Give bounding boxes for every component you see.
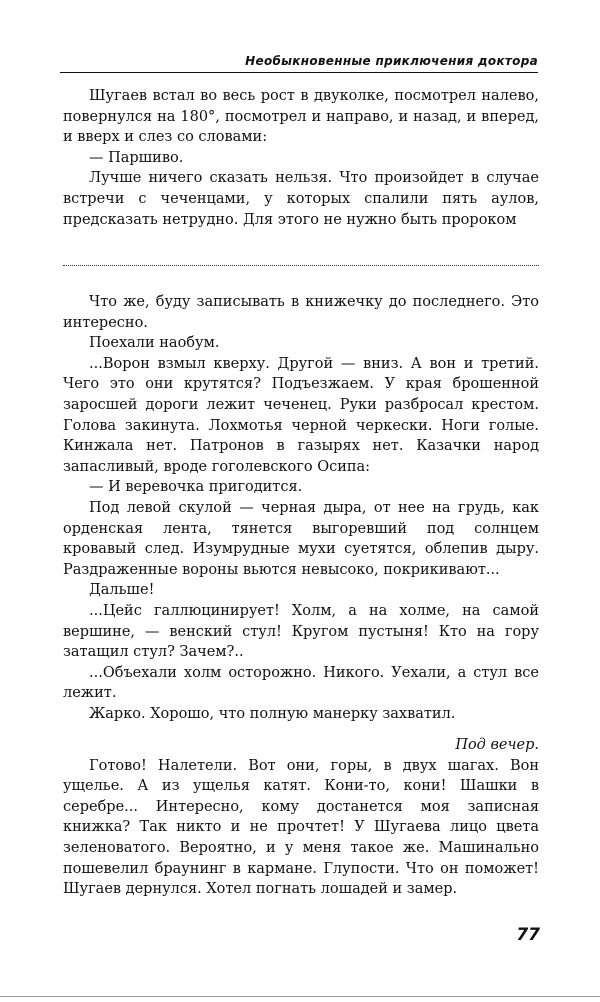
paragraph: — И веревочка пригодится.	[89, 479, 303, 496]
text-block-main	[63, 292, 539, 724]
paragraph: Поехали наобум.	[89, 335, 220, 352]
bottom-edge-line	[0, 996, 600, 997]
paragraph: Дальше!	[89, 582, 155, 599]
running-header: Необыкновенные приключения доктора	[60, 52, 538, 73]
section-heading: Под вечер.	[455, 737, 539, 753]
paragraph: Готово! Налетели. Вот они, горы, в двух шагах. Вон ущелье. А из ущелья катят. Кони-то, кони! Шашки в серебре... Интересно, кому достанется моя записная книжка? Так никто и не прочтет! У Шугаева лицо цвета зеленоватого. Вероятно, и у меня такое же. Машинально пошевелил браунинг в кармане. Глупости. Что он поможет! Шугаев дернулся. Хотел погнать лошадей и замер.	[63, 757, 539, 898]
paragraph: ...Объехали холм осторожно. Никого. Уехали, а стул все лежит.	[63, 664, 539, 702]
paragraph: ...Ворон взмыл кверху. Другой — вниз. А вон и третий. Чего это они крутятся? Подъезжаем. У края брошенной заросшей дороги лежит чеченец. Руки разбросал крестом. Голова закинута. Лохмотья черной черкески. Ноги голые. Кинжала нет. Патронов в газырях нет. Казачки народ запасливый, вроде гоголевского Осипа:	[63, 355, 539, 475]
paragraph: Лучше ничего сказать нельзя. Что произойдет в случае встречи с чеченцами, у которых спалили пять аулов, предсказать нетрудно. Для этого не нужно быть пророком	[63, 170, 539, 228]
page-number: 77	[516, 925, 540, 945]
text-block-evening	[63, 735, 539, 900]
paragraph: — Паршиво.	[89, 149, 184, 166]
paragraph: Что же, буду записывать в книжечку до последнего. Это интересно.	[63, 294, 539, 331]
paragraph: ...Цейс галлюцинирует! Холм, а на холме, на самой вершине, — венский стул! Кругом пустыня! Кто на гору затащил стул? Зачем?..	[63, 602, 539, 661]
paragraph: Жарко. Хорошо, что полную манерку захватил.	[89, 705, 456, 722]
paragraph: Под левой скулой — черная дыра, от нее на грудь, как орденская лента, тянется выгоревший под солнцем кровавый след. Изумрудные мухи суетятся, облепив дыру. Раздраженные вороны вьются невысоко, покрикивают...	[63, 499, 539, 578]
dotted-separator	[63, 265, 539, 266]
text-block-top	[63, 86, 539, 230]
paragraph: Шугаев встал во весь рост в двуколке, посмотрел налево, повернулся на 180°, посмотрел и направо, и назад, и вперед, и вверх и слез со словами:	[63, 88, 539, 146]
